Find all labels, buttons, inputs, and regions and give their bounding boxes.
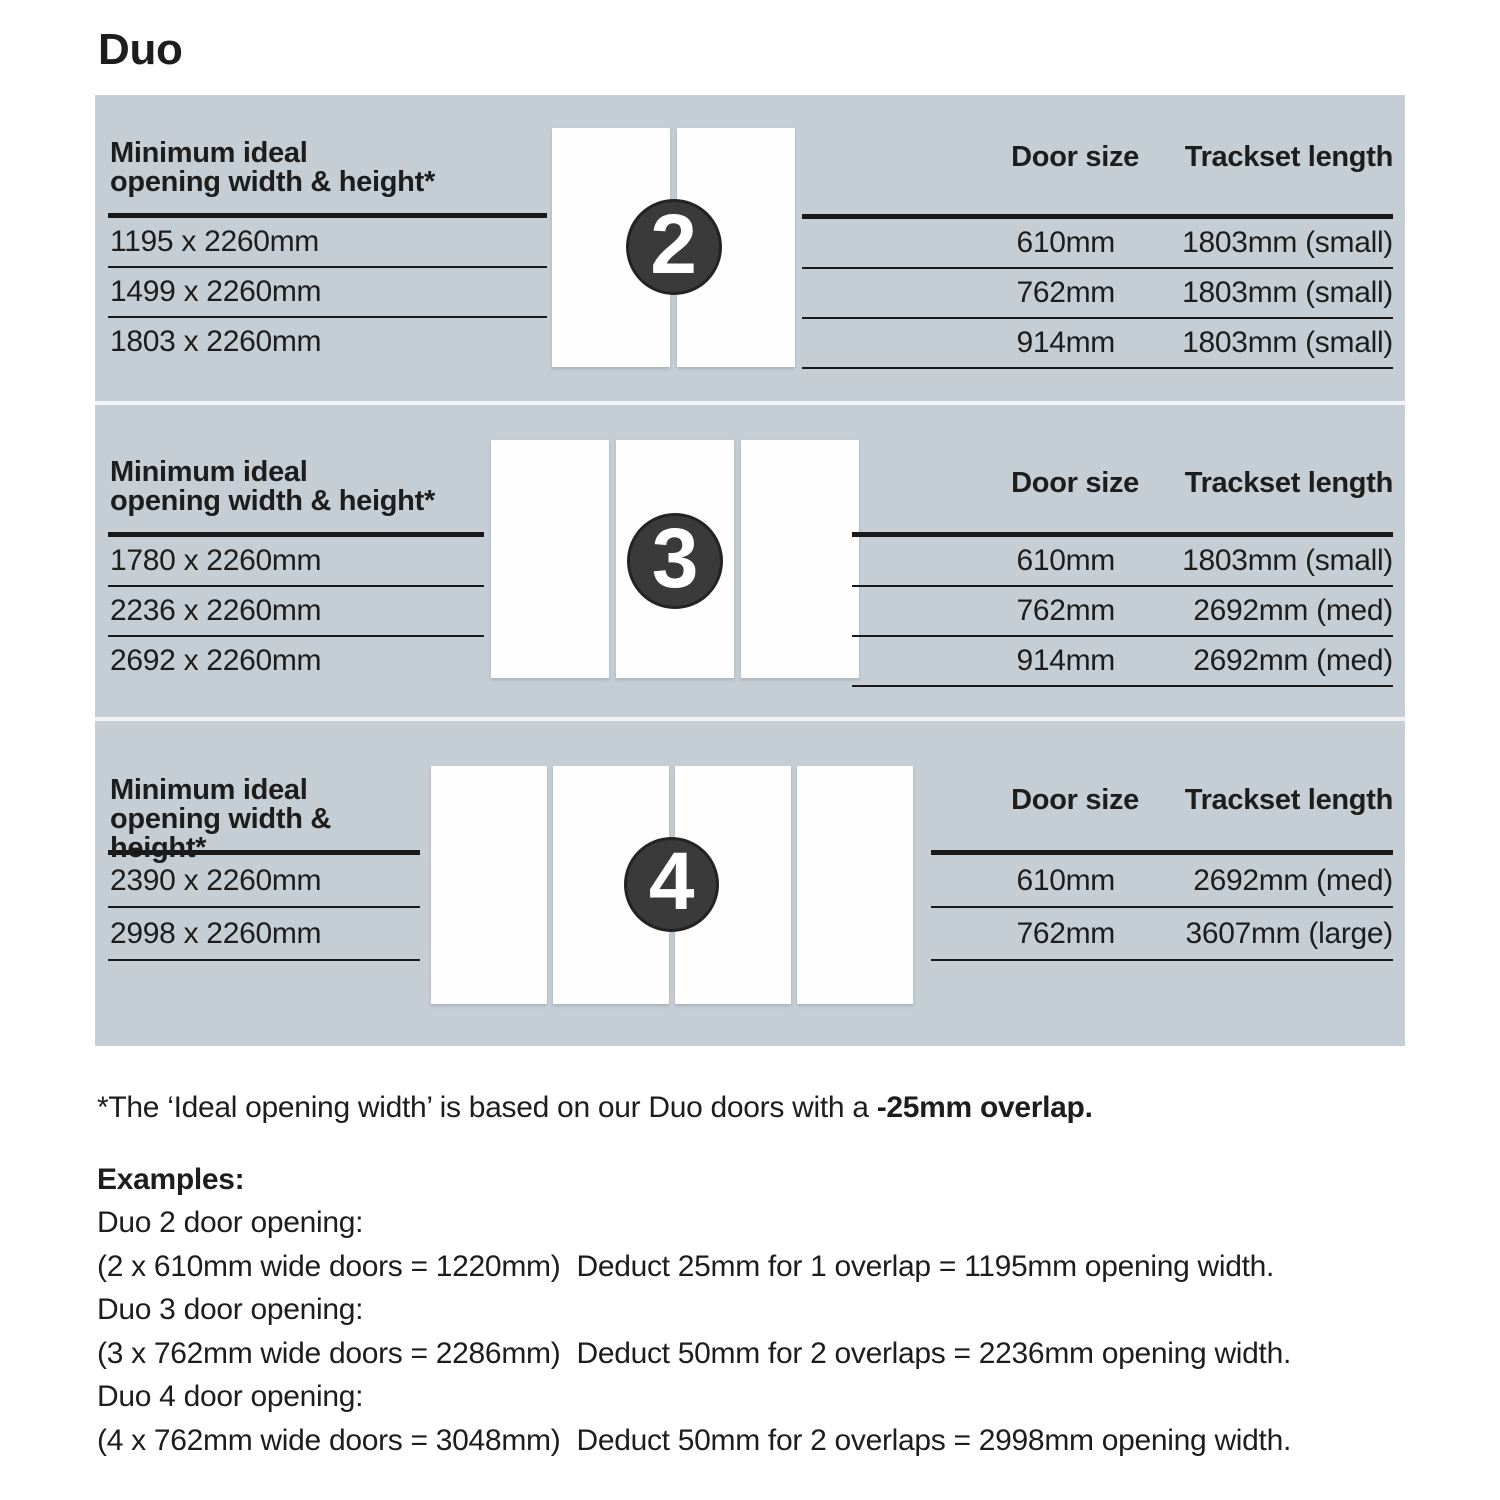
trackset-column-header: Trackset length [1184,466,1393,499]
trackset-value: 2692mm (med) [1193,594,1393,627]
door-size-value: 610mm [1016,226,1115,259]
example-line: Duo 4 door opening: [97,1380,364,1413]
example-line: (2 x 610mm wide doors = 1220mm) Deduct 25mm for 1 overlap = 1195mm opening width. [97,1249,1275,1283]
trackset-value: 1803mm (small) [1182,544,1393,577]
opening-header-line1: Minimum ideal [110,456,308,488]
opening-row: 2390 x 2260mm [108,855,420,908]
opening-table-header [108,774,420,864]
size-table-header [802,139,1393,175]
opening-row: 2236 x 2260mm [108,587,484,637]
opening-header-line1: Minimum ideal [110,137,308,169]
opening-row: 1780 x 2260mm [108,537,484,587]
duo3-door-diagram [491,440,859,678]
duo4-size-table [931,782,1393,961]
door-size-column-header: Door size [1011,140,1139,173]
size-row [802,269,1393,319]
duo3-size-table [852,465,1393,687]
door-size-value: 762mm [1016,916,1115,950]
duo4-door-diagram [431,766,913,1004]
spec-panel [95,95,1405,1046]
opening-header-line1: Minimum ideal [110,774,308,806]
opening-header-line2: opening width & height* [110,485,435,517]
door-panel [431,766,547,1004]
opening-row: 1803 x 2260mm [110,325,322,358]
opening-row: 2998 x 2260mm [108,908,420,961]
opening-row: 1195 x 2260mm [108,218,547,268]
door-count-badge: 3 [627,513,723,609]
duo4-opening-table [108,776,420,961]
duo3-opening-table [108,458,484,685]
opening-row: 2692 x 2260mm [110,644,322,677]
door-panel [491,440,609,678]
size-row [802,319,1393,369]
door-size-value: 914mm [1016,644,1115,677]
door-panel [797,766,913,1004]
door-size-value: 610mm [1016,863,1115,897]
section-divider [95,401,1405,405]
size-table-header [931,782,1393,818]
door-size-column-header: Door size [1011,783,1139,816]
duo2-size-table [802,139,1393,369]
door-size-column-header: Door size [1011,466,1139,499]
door-size-value: 762mm [1016,594,1115,627]
door-size-value: 610mm [1016,544,1115,577]
size-row [802,219,1393,269]
opening-row: 1499 x 2260mm [108,268,547,318]
size-row [852,587,1393,637]
footnote-bold-text: -25mm overlap. [876,1091,1093,1124]
door-count-badge: 2 [626,199,722,295]
trackset-value: 1803mm (small) [1182,226,1393,259]
trackset-column-header: Trackset length [1184,783,1393,816]
opening-table-header [108,458,484,516]
duo2-opening-table [108,139,547,366]
door-count-badge: 4 [624,837,719,932]
size-row [931,855,1393,908]
trackset-value: 3607mm (large) [1185,916,1393,950]
footnote [97,1091,1093,1125]
size-row [931,908,1393,961]
door-size-value: 762mm [1016,276,1115,309]
size-table-header [852,465,1393,501]
examples-heading: Examples: [97,1163,245,1196]
example-line: Duo 2 door opening: [97,1206,364,1239]
example-line: Duo 3 door opening: [97,1293,364,1326]
opening-header-line2: opening width & height* [110,803,332,864]
trackset-value: 1803mm (small) [1182,276,1393,309]
example-line: (3 x 762mm wide doors = 2286mm) Deduct 50mm for 2 overlaps = 2236mm opening width. [97,1336,1292,1370]
trackset-value: 1803mm (small) [1182,326,1393,359]
door-size-value: 914mm [1016,326,1115,359]
size-row [852,537,1393,587]
size-row [852,637,1393,687]
footnote-text: *The ‘Ideal opening width’ is based on our Duo doors with a [97,1091,877,1124]
page-title: Duo [98,25,183,74]
example-line: (4 x 762mm wide doors = 3048mm) Deduct 50mm for 2 overlaps = 2998mm opening width. [97,1423,1292,1457]
examples-block [97,1201,1427,1462]
trackset-value: 2692mm (med) [1193,644,1393,677]
section-divider [95,717,1405,721]
door-panel [741,440,859,678]
opening-header-line2: opening width & height* [110,166,435,198]
opening-table-header [108,139,547,197]
trackset-value: 2692mm (med) [1193,863,1393,897]
trackset-column-header: Trackset length [1184,140,1393,173]
duo2-door-diagram [552,128,795,367]
